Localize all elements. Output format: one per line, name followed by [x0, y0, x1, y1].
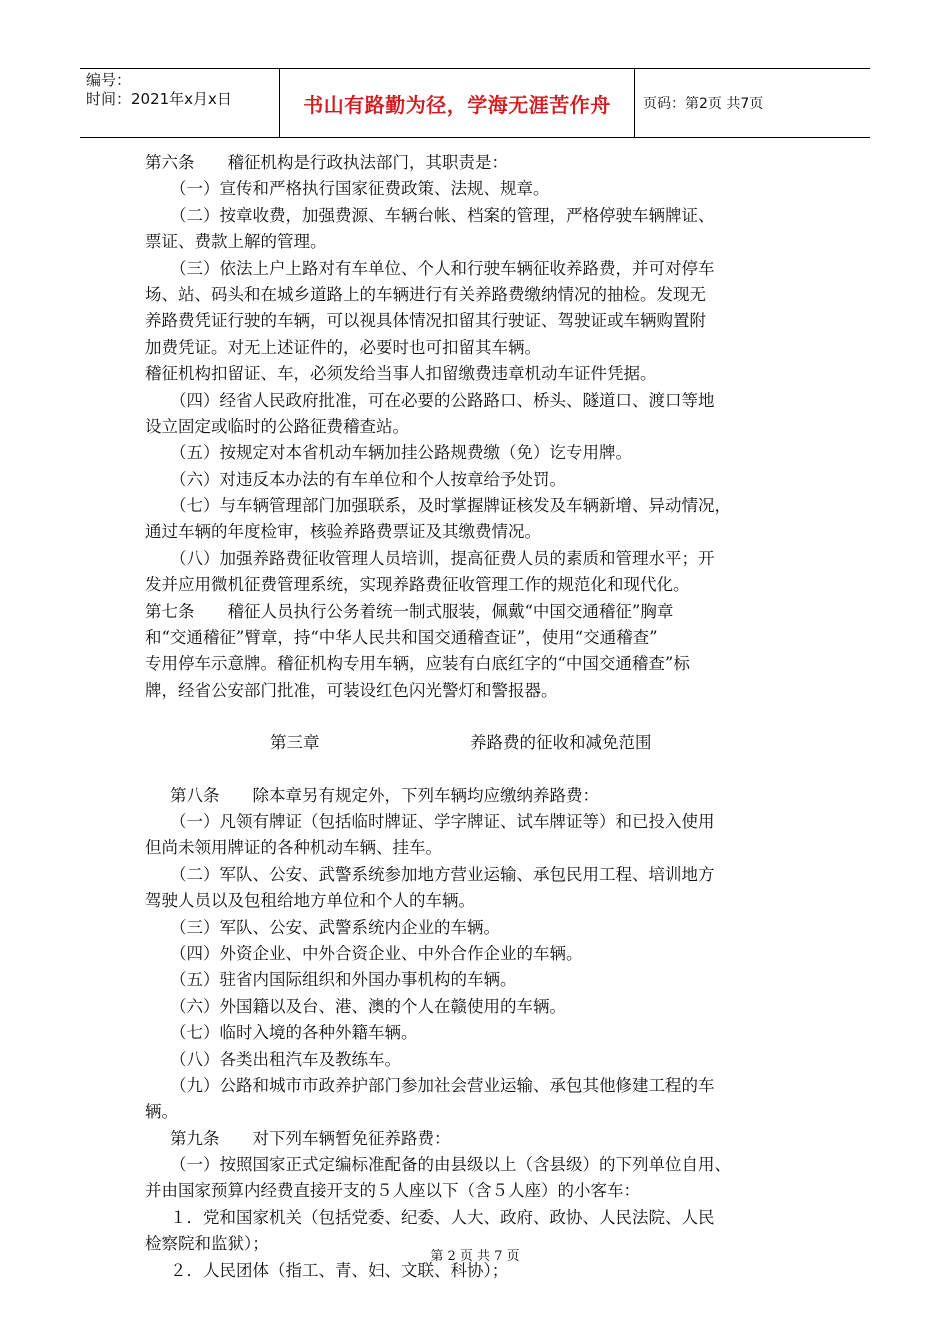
header-meta [80, 69, 280, 137]
text-line: 牌，经省公安部门批准，可装设红色闪光警灯和警报器。 [145, 680, 558, 700]
text-line: 养路费凭证行驶的车辆，可以视具体情况扣留其行驶证、驾驶证或车辆购置附 [145, 311, 706, 331]
chapter-title: 养路费的征收和减免范围 [470, 733, 652, 753]
text-line: （二）军队、公安、武警系统参加地方营业运输、承包民用工程、培训地方 [170, 864, 715, 884]
text-line: 第八条 除本章另有规定外，下列车辆均应缴纳养路费： [170, 785, 599, 805]
header-motto: 书山有路勤为径，学海无涯苦作舟 [280, 69, 635, 137]
text-line: １．党和国家机关（包括党委、纪委、人大、政府、政协、人民法院、人民 [170, 1207, 715, 1227]
document-body [145, 150, 815, 1284]
text-line: （六）对违反本办法的有车单位和个人按章给予处罚。 [170, 469, 566, 489]
text-line: 检察院和监狱）； [145, 1234, 269, 1254]
text-line: （四）外资企业、中外合资企业、中外合作企业的车辆。 [170, 943, 583, 963]
text-line: 第七条 稽征人员执行公务着统一制式服装，佩戴“中国交通稽征”胸章 [145, 601, 674, 621]
text-line: 第九条 对下列车辆暂免征养路费： [170, 1128, 451, 1148]
text-line: 第六条 稽征机构是行政执法部门，其职责是： [145, 153, 508, 172]
text-line: 设立固定或临时的公路征费稽查站。 [145, 416, 409, 436]
text-line: 并由国家预算内经费直接开支的５人座以下（含５人座）的小客车： [145, 1181, 640, 1201]
text-line: （二）按章收费，加强费源、车辆台帐、档案的管理，严格停驶车辆牌证、 [170, 205, 715, 225]
text-line: （四）经省人民政府批准，可在必要的公路路口、桥头、隧道口、渡口等地 [170, 390, 715, 410]
text-line: （一）宣传和严格执行国家征费政策、法规、规章。 [170, 179, 550, 199]
text-line: （九）公路和城市市政养护部门参加社会营业运输、承包其他修建工程的车 [170, 1075, 715, 1095]
text-line: （六）外国籍以及台、港、澳的个人在赣使用的车辆。 [170, 996, 566, 1016]
text-line: 和“交通稽征”臂章，持“中华人民共和国交通稽查证”，使用“交通稽查” [145, 628, 658, 648]
section-part2 [145, 783, 815, 1284]
text-line: 驾驶人员以及包租给地方单位和个人的车辆。 [145, 891, 475, 911]
text-line: （七）临时入境的各种外籍车辆。 [170, 1023, 418, 1043]
text-line: （七）与车辆管理部门加强联系，及时掌握牌证核发及车辆新增、异动情况， [170, 496, 731, 516]
text-line: （五）驻省内国际组织和外国办事机构的车辆。 [170, 970, 517, 990]
chapter-heading [145, 730, 815, 756]
text-line: （八）各类出租汽车及教练车。 [170, 1049, 401, 1069]
number-label: 编号： [86, 71, 132, 89]
text-line: （八）加强养路费征收管理人员培训，提高征费人员的素质和管理水平；开 [170, 548, 715, 568]
section-part1 [145, 150, 815, 704]
text-line: 但尚未领用牌证的各种机动车辆、挂车。 [145, 838, 442, 858]
text-line: 场、站、码头和在城乡道路上的车辆进行有关养路费缴纳情况的抽检。发现无 [145, 284, 706, 304]
spacer [145, 704, 815, 730]
spacer [145, 757, 815, 783]
text-line: （三）军队、公安、武警系统内企业的车辆。 [170, 917, 500, 937]
text-line: 稽征机构扣留证、车，必须发给当事人扣留缴费违章机动车证件凭据。 [145, 364, 657, 384]
chapter-number: 第三章 [270, 733, 320, 753]
text-line: 通过车辆的年度检审，核验养路费票证及其缴费情况。 [145, 522, 541, 542]
text-line: 票证、费款上解的管理。 [145, 232, 327, 252]
date-label: 时间：2021年x月x日 [86, 90, 232, 108]
page-footer: 第 2 页 共 7 页 [430, 1249, 520, 1264]
text-line: （一）凡领有牌证（包括临时牌证、学字牌证、试车牌证等）和已投入使用 [170, 811, 715, 831]
text-line: 辆。 [145, 1102, 178, 1122]
text-line: 专用停车示意牌。稽征机构专用车辆，应装有白底红字的“中国交通稽查”标 [145, 654, 690, 674]
text-line: （五）按规定对本省机动车辆加挂公路规费缴（免）讫专用牌。 [170, 443, 632, 463]
text-line: （一）按照国家正式定编标准配备的由县级以上（含县级）的下列单位自用、 [170, 1155, 731, 1175]
text-line: ２．人民团体（指工、青、妇、文联、科协）； [170, 1260, 509, 1280]
header-page-info: 页码：第2页 共7页 [643, 96, 764, 112]
page-header [80, 68, 870, 138]
text-line: 发并应用微机征费管理系统，实现养路费征收管理工作的规范化和现代化。 [145, 575, 690, 595]
text-line: （三）依法上户上路对有车单位、个人和行驶车辆征收养路费，并可对停车 [170, 258, 715, 278]
text-line: 加费凭证。对无上述证件的，必要时也可扣留其车辆。 [145, 337, 541, 357]
